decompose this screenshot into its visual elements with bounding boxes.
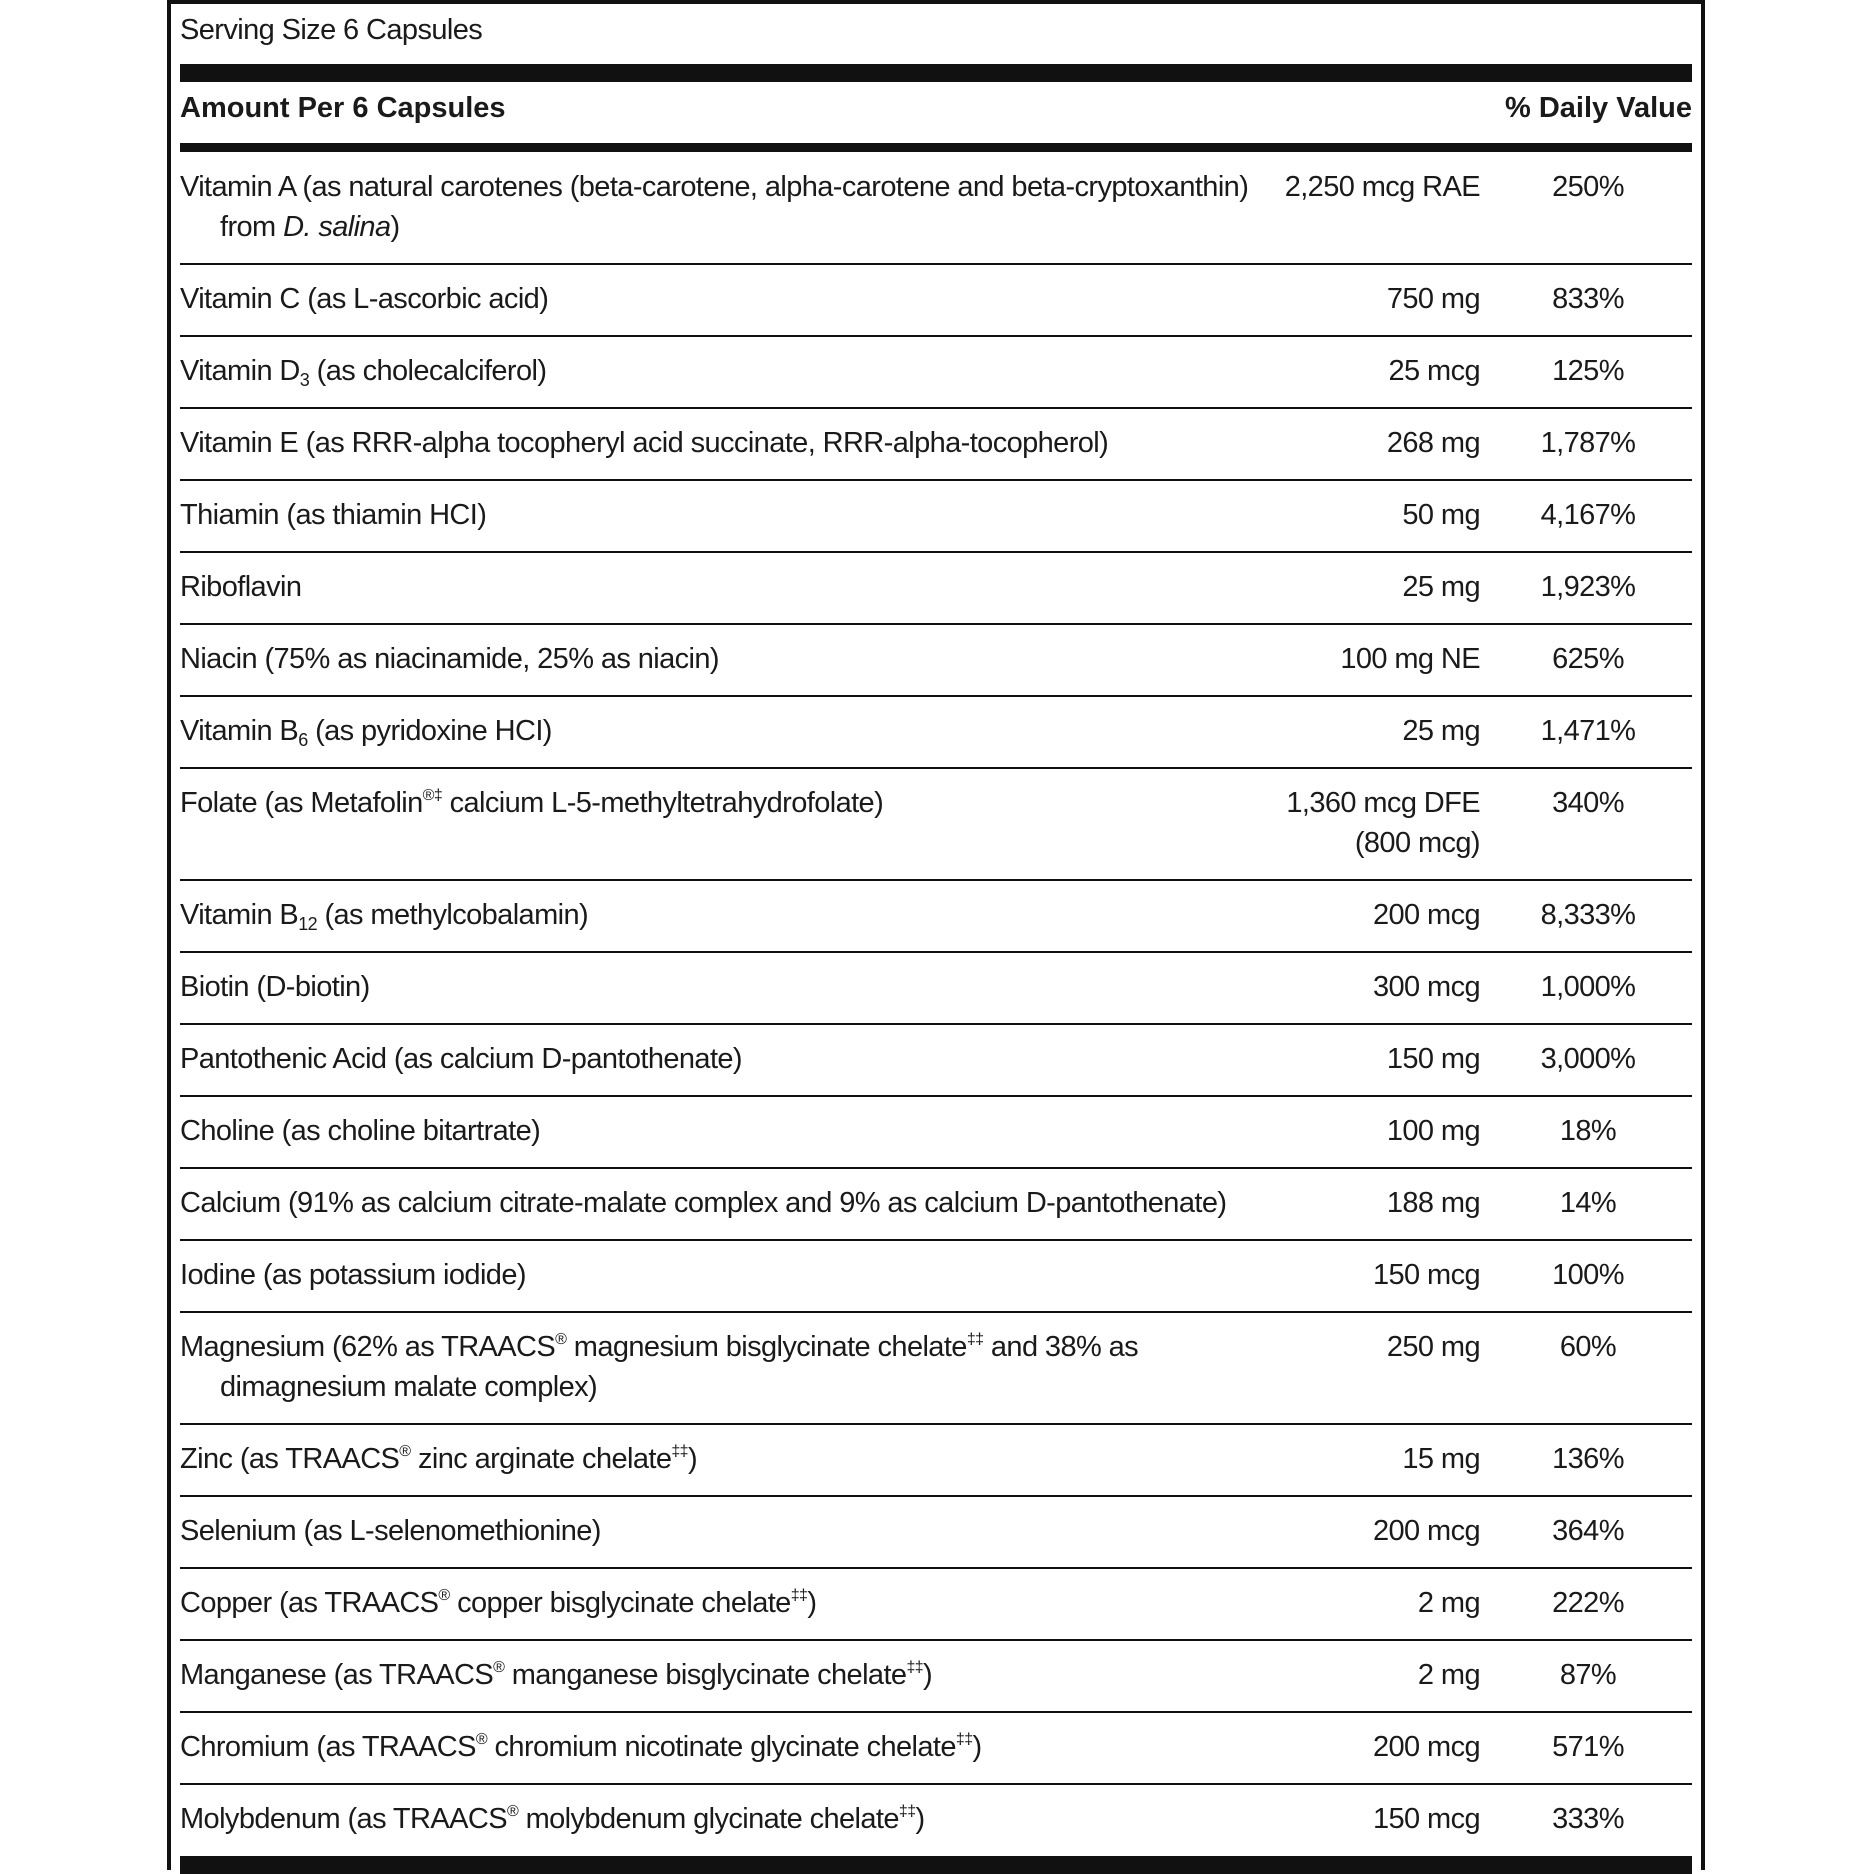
nutrient-name-pre: Vitamin D [180, 355, 300, 387]
nutrient-name [180, 1039, 1290, 1079]
nutrient-row [180, 553, 1692, 625]
nutrient-name-sub: 12 [298, 914, 318, 934]
daily-value-label: % Daily Value [1505, 92, 1692, 124]
nutrient-daily-value: 333% [1552, 1803, 1624, 1835]
nutrient-row [180, 1097, 1692, 1169]
serving-size: Serving Size 6 Capsules [180, 14, 483, 46]
nutrient-name-pre: Thiamin (as thiamin HCI) [180, 499, 487, 531]
nutrient-daily-value: 8,333% [1540, 899, 1636, 931]
nutrient-name-sup2: ‡‡ [898, 1803, 916, 1820]
nutrient-amount: 200 mcg [1372, 1515, 1480, 1547]
nutrient-amount: 188 mg [1386, 1187, 1480, 1219]
nutrient-row [180, 1785, 1692, 1857]
nutrient-row [180, 881, 1692, 953]
nutrient-name-sup: ® [399, 1443, 411, 1460]
nutrient-name-mid: manganese bisglycinate chelate [504, 1659, 907, 1691]
nutrient-name [180, 1655, 1290, 1695]
nutrient-daily-value: 18% [1559, 1115, 1617, 1147]
nutrient-amount: 150 mcg [1372, 1259, 1480, 1291]
nutrient-name-sup: ® [438, 1587, 450, 1604]
nutrient-row [180, 1641, 1692, 1713]
nutrient-daily-value: 1,000% [1540, 971, 1636, 1003]
nutrient-name-sup2: ‡‡ [955, 1731, 973, 1748]
nutrient-amount: 2 mg [1417, 1659, 1480, 1691]
nutrient-name-pre: Iodine (as potassium iodide) [180, 1259, 526, 1291]
nutrient-name-post: ) [923, 1659, 933, 1691]
nutrient-name-pre: Chromium (as TRAACS [180, 1731, 476, 1763]
nutrient-name [180, 1799, 1290, 1839]
nutrient-amount: 25 mg [1402, 715, 1480, 747]
nutrient-row [180, 409, 1692, 481]
nutrient-name-post: ) [915, 1803, 925, 1835]
thick-divider-bottom [180, 1856, 1692, 1874]
nutrient-name-post: (as pyridoxine HCI) [307, 715, 552, 747]
nutrient-name-mid: chromium nicotinate glycinate chelate [487, 1731, 956, 1763]
nutrient-daily-value: 364% [1552, 1515, 1624, 1547]
nutrient-name-pre: Magnesium (62% as TRAACS [180, 1331, 556, 1363]
nutrient-daily-value: 60% [1559, 1331, 1617, 1363]
nutrient-name-sub: 6 [298, 730, 308, 750]
nutrient-name-pre: Pantothenic Acid (as calcium D-pantothenate) [180, 1043, 742, 1075]
nutrient-name-post: ) [807, 1587, 817, 1619]
nutrient-row [180, 265, 1692, 337]
nutrient-name-pre: Manganese (as TRAACS [180, 1659, 494, 1691]
nutrient-name-pre: Vitamin C (as L-ascorbic acid) [180, 283, 549, 315]
nutrient-row [180, 337, 1692, 409]
nutrient-daily-value: 4,167% [1540, 499, 1636, 531]
nutrient-table [180, 153, 1692, 1857]
nutrient-daily-value: 136% [1552, 1443, 1624, 1475]
nutrient-daily-value: 250% [1552, 171, 1624, 203]
nutrient-daily-value: 571% [1552, 1731, 1624, 1763]
nutrient-amount: 1,360 mcg DFE (800 mcg) [1286, 787, 1480, 859]
nutrient-name-pre: Folate (as Metafolin [180, 787, 423, 819]
nutrient-name-mid: zinc arginate chelate [410, 1443, 672, 1475]
nutrient-name-pre: Vitamin B [180, 899, 299, 931]
nutrient-name [180, 711, 1290, 751]
nutrient-amount: 50 mg [1402, 499, 1480, 531]
nutrient-daily-value: 340% [1552, 787, 1624, 819]
nutrient-amount: 750 mg [1386, 283, 1480, 315]
nutrient-name-mid: molybdenum glycinate chelate [518, 1803, 899, 1835]
nutrient-daily-value: 625% [1552, 643, 1624, 675]
nutrient-name [180, 423, 1290, 463]
nutrient-name [180, 1583, 1290, 1623]
nutrient-name [180, 495, 1290, 535]
medium-divider [180, 143, 1692, 152]
nutrient-name [180, 1111, 1290, 1151]
nutrient-name-pre: Vitamin A (as natural carotenes (beta-carotene, alpha-carotene and beta-cryptoxanthin) from [180, 171, 1249, 243]
nutrient-name-sup2: ‡‡ [906, 1659, 924, 1676]
table-header [180, 92, 1692, 132]
nutrient-daily-value: 3,000% [1540, 1043, 1636, 1075]
nutrient-name-pre: Calcium (91% as calcium citrate-malate complex and 9% as calcium D-pantothenate) [180, 1187, 1227, 1219]
nutrient-row [180, 697, 1692, 769]
thick-divider-top [180, 64, 1692, 82]
nutrient-row [180, 769, 1692, 881]
nutrient-row [180, 1025, 1692, 1097]
nutrient-row [180, 625, 1692, 697]
nutrient-row [180, 1569, 1692, 1641]
nutrient-name-sup: ® [475, 1731, 488, 1748]
nutrient-daily-value: 14% [1559, 1187, 1617, 1219]
nutrient-name-post: and 38% as dimagnesium malate complex) [220, 1331, 1139, 1403]
nutrient-amount: 150 mg [1386, 1043, 1480, 1075]
nutrient-name-sup2: ‡‡ [790, 1587, 808, 1604]
nutrient-amount: 268 mg [1386, 427, 1480, 459]
nutrient-daily-value: 1,471% [1540, 715, 1636, 747]
nutrient-name-sup: ® [506, 1803, 519, 1820]
nutrient-name-post: calcium L-5-methyltetrahydrofolate) [442, 787, 884, 819]
nutrient-daily-value: 1,787% [1540, 427, 1636, 459]
nutrient-row [180, 1713, 1692, 1785]
nutrient-amount: 200 mcg [1372, 1731, 1480, 1763]
nutrient-name-mid: copper bisglycinate chelate [449, 1587, 791, 1619]
nutrient-name [180, 567, 1290, 607]
nutrient-name [180, 1511, 1290, 1551]
nutrient-amount: 200 mcg [1372, 899, 1480, 931]
nutrient-row [180, 1497, 1692, 1569]
nutrient-amount: 25 mcg [1388, 355, 1480, 387]
nutrient-name [180, 1727, 1290, 1767]
nutrient-name-pre: Riboflavin [180, 571, 302, 603]
nutrient-name-post: (as methylcobalamin) [317, 899, 589, 931]
nutrient-row [180, 953, 1692, 1025]
nutrient-daily-value: 833% [1552, 283, 1624, 315]
nutrient-name [180, 1439, 1290, 1479]
nutrient-daily-value: 87% [1559, 1659, 1617, 1691]
nutrient-name-pre: Niacin (75% as niacinamide, 25% as niacin) [180, 643, 719, 675]
nutrient-name-mid: magnesium bisglycinate chelate [566, 1331, 967, 1363]
nutrient-daily-value: 125% [1552, 355, 1624, 387]
nutrient-name-pre: Copper (as TRAACS [180, 1587, 439, 1619]
nutrient-name-pre: Choline (as choline bitartrate) [180, 1115, 541, 1147]
nutrient-amount: 100 mg [1386, 1115, 1480, 1147]
nutrient-name-post: (as cholecalciferol) [309, 355, 547, 387]
nutrient-name [180, 279, 1290, 319]
nutrient-name-pre: Zinc (as TRAACS [180, 1443, 400, 1475]
nutrient-name-sup2: ‡‡ [966, 1331, 984, 1348]
nutrient-amount: 2,250 mcg RAE [1284, 171, 1480, 203]
nutrient-amount: 100 mg NE [1340, 643, 1480, 675]
nutrient-name-sup2: ‡‡ [671, 1443, 688, 1460]
nutrient-name-sup: ®‡ [422, 787, 443, 804]
nutrient-name-pre: Vitamin B [180, 715, 299, 747]
nutrient-row [180, 153, 1692, 265]
nutrient-name-sup: ® [555, 1331, 567, 1348]
nutrient-name [180, 1255, 1290, 1295]
nutrient-daily-value: 1,923% [1540, 571, 1636, 603]
nutrient-row [180, 1169, 1692, 1241]
nutrient-name-pre: Selenium (as L-selenomethionine) [180, 1515, 601, 1547]
nutrient-name-sup: ® [493, 1659, 505, 1676]
nutrient-name-post: ) [972, 1731, 982, 1763]
nutrient-row [180, 1313, 1692, 1425]
nutrient-amount: 300 mcg [1372, 971, 1480, 1003]
nutrient-name [180, 1183, 1290, 1223]
nutrient-name-sub: 3 [299, 370, 310, 390]
nutrient-row [180, 1425, 1692, 1497]
nutrient-name [180, 783, 1290, 823]
nutrient-daily-value: 222% [1552, 1587, 1624, 1619]
nutrient-row [180, 481, 1692, 553]
nutrient-name [180, 1327, 1290, 1407]
nutrient-name [180, 167, 1290, 247]
nutrient-name-post: ) [687, 1443, 698, 1475]
nutrient-daily-value: 100% [1552, 1259, 1624, 1291]
nutrient-name [180, 639, 1290, 679]
nutrient-amount: 250 mg [1386, 1331, 1480, 1363]
nutrient-name-pre: Molybdenum (as TRAACS [180, 1803, 507, 1835]
nutrient-name-pre: Biotin (D-biotin) [180, 971, 370, 1003]
amount-per-serving-label: Amount Per 6 Capsules [180, 92, 506, 124]
nutrient-name [180, 351, 1290, 391]
nutrient-name [180, 967, 1290, 1007]
nutrient-amount: 150 mcg [1372, 1803, 1480, 1835]
nutrient-name-post: ) [390, 211, 400, 243]
nutrient-name-pre: Vitamin E (as RRR-alpha tocopheryl acid succinate, RRR-alpha-tocopherol) [180, 427, 1109, 459]
nutrient-amount: 2 mg [1417, 1587, 1480, 1619]
nutrient-row [180, 1241, 1692, 1313]
nutrient-amount: 15 mg [1402, 1443, 1480, 1475]
nutrient-name [180, 895, 1290, 935]
nutrient-amount: 25 mg [1402, 571, 1480, 603]
nutrient-name-italic: D. salina [283, 211, 391, 243]
